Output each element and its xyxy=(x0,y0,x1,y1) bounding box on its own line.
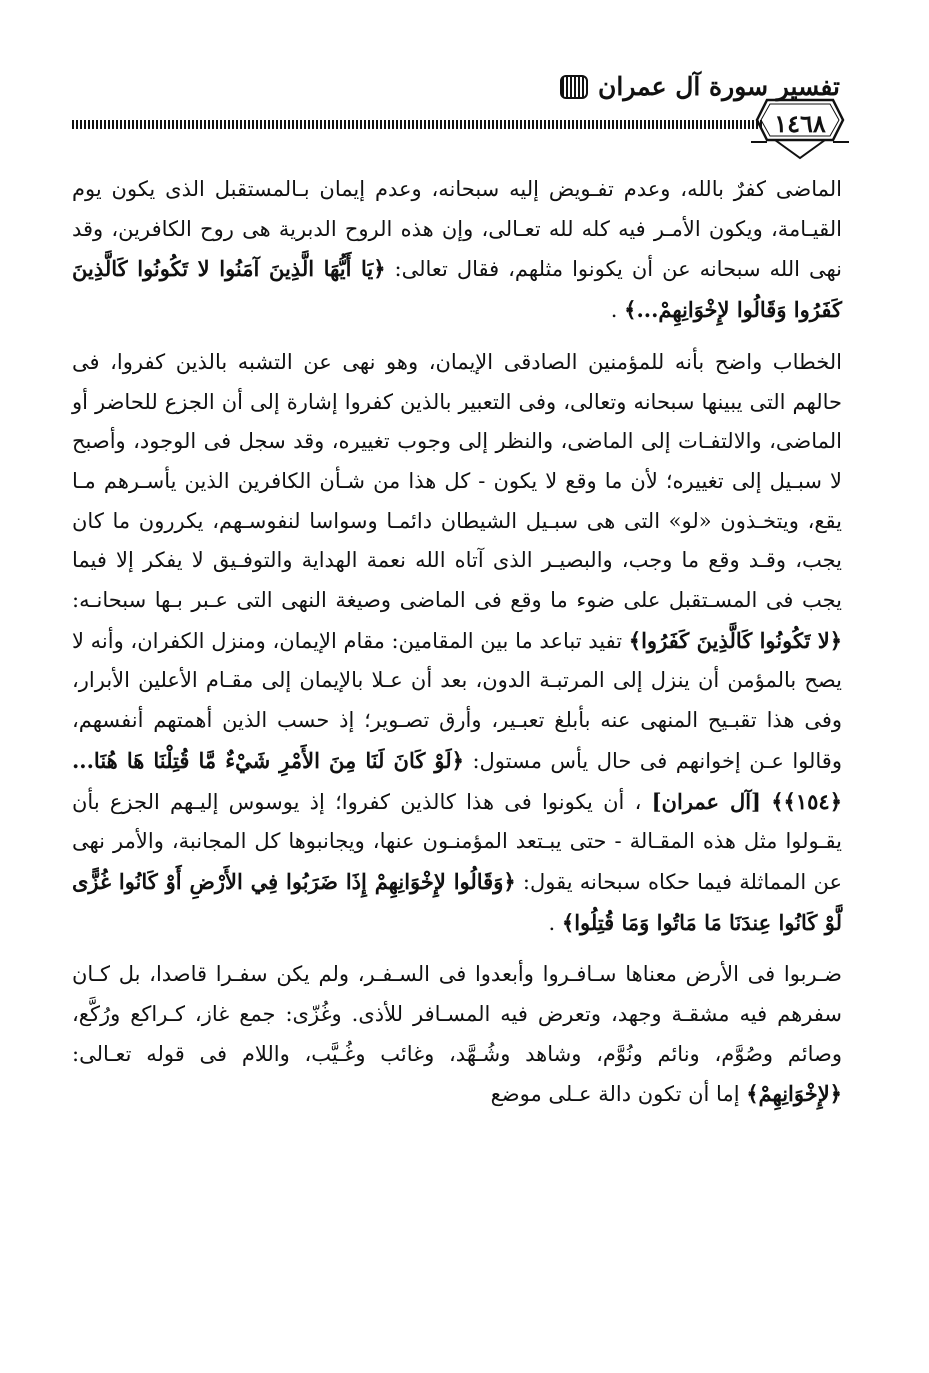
text-run: . xyxy=(610,298,618,323)
quran-quote: ﴿يَا أَيُّهَا الَّذِينَ آمَنُوا لا تَكُونُوا كَالَّذِينَ كَفَرُوا وَقَالُوا لإِخْوَانِهِمْ...﴾ xyxy=(72,256,842,323)
text-run: . xyxy=(548,910,556,935)
text-run: ضـربوا فى الأرض معناها سـافـروا وأبعدوا فى السـفـر، ولم يكن سفـرا قاصدا، بل كـان سفرهم فيه مشقـة وجهد، وتعرض فيه المسـافر للأذى. وغُزّى: جمع غاز، كـراكع ورُكَّع، وصائم وصُوَّم، ونائم ونُوَّم، وشاهد وشُـهَّد، وغائب وغُـيَّب، واللام فى قوله تعـالى: xyxy=(72,962,842,1066)
quran-quote: ﴿لإِخْوَانِهِمْ﴾ xyxy=(746,1081,842,1107)
text-run: الخطاب واضح بأنه للمؤمنين الصادقى الإيمان، وهو نهى عن التشبه بالذين كفروا، فى حالهم التى يبينها سبحانه وتعالى، وفى التعبير بالذين كفروا إشارة إلى أن الجزع للحاضر أو الماضى، والالتفـات إلى الماضى، والنظر إلى وجوب تغييره، وقد سجل فى الوجود، وأصبح لا سبـيل إلى تغييره؛ لأن ما وقع لا يكون - كل هذا من شـأن الكافرين الذين يأسـرهم مـا يقع، ويتخـذون «لو» التى هى سبـيل الشيطان دائمـا وسواسا لنفوسـهم، يكررون ما كان يجب، وقـد وقع ما وجب، والبصيـر الذى آتاه الله نعمة الهداية والتوفـيق لا يفكر إلا فيما يجب فى المسـتقبل على ضوء ما وقع فى الماضى وصيغة النهى التى عـبر بـها سبحانـه: xyxy=(72,349,842,613)
page-number: ١٤٦٨ xyxy=(774,109,826,138)
main-text xyxy=(72,170,842,1115)
header-divider xyxy=(72,120,762,129)
quran-quote: ﴿لَوْ كَانَ لَنَا مِنَ الأَمْرِ شَيْءٌ مَّا قُتِلْنَا هَا هُنَا...﴿١٥٤﴾﴾ xyxy=(72,747,842,814)
text-run: الماضى كفرٌ بالله، وعدم تفـويض إليه سبحانه، وعدم إيمان بـالمستقبل الذى يكون يوم القيـامة، ويكون الأمـر فيه كله لله تعـالى، وإن هذه الروح الدبرية هى روح الكافرين، وقد نهى الله سبحانه عن أن يكونوا مثلهم، فقال تعالى: xyxy=(72,177,842,282)
running-title-text: تفسير سورة آل عمران xyxy=(598,72,840,101)
text-run: ، أن يكونوا فى هذا كالذين كفروا؛ إذ يوسوس إليـهم الجزع بأن يقـولوا مثل هذه المقـالة - حتى يبـتعد المؤمنـون عنها، ويجانبوها كل المجانبة، والأمر نهى عن المماثلة فيما حكاه سبحانه يقول: xyxy=(72,789,842,894)
paragraph-1 xyxy=(72,170,842,331)
surah-reference: [آل عمران] xyxy=(651,788,761,814)
paragraph-2 xyxy=(72,343,842,944)
page-number-badge xyxy=(745,92,855,162)
quran-quote: ﴿لا تَكُونُوا كَالَّذِينَ كَفَرُوا﴾ xyxy=(628,627,843,653)
text-run: إما أن تكون دالة عـلى موضع xyxy=(490,1082,740,1107)
paragraph-3 xyxy=(72,955,842,1115)
quran-quote: ﴿وَقَالُوا لإِخْوَانِهِمْ إِذَا ضَرَبُوا فِي الأَرْضِ أَوْ كَانُوا غُزًّى لَّوْ كَانُوا عِندَنَا مَا مَاتُوا وَمَا قُتِلُوا﴾ xyxy=(72,868,842,935)
ornament-icon xyxy=(560,75,588,99)
page-header xyxy=(70,70,840,110)
text-run: تفيد تباعد ما بين المقامين: مقام الإيمان، ومنزل الكفران، وأنه لا يصح بالمؤمن أن ينزل إلى المرتبـة الدون، بعد أن عـلا بالإيمان إلى مقـام الأعلين الأبرار، وفى هذا تقبـيح المنهى عنه بأبلغ تعبـير، وأرق تصـوير؛ إذ حسب الذين أهمتهم أنفسهم، وقالوا عـن إخوانهم فى حال يأس مستول: xyxy=(72,628,842,773)
